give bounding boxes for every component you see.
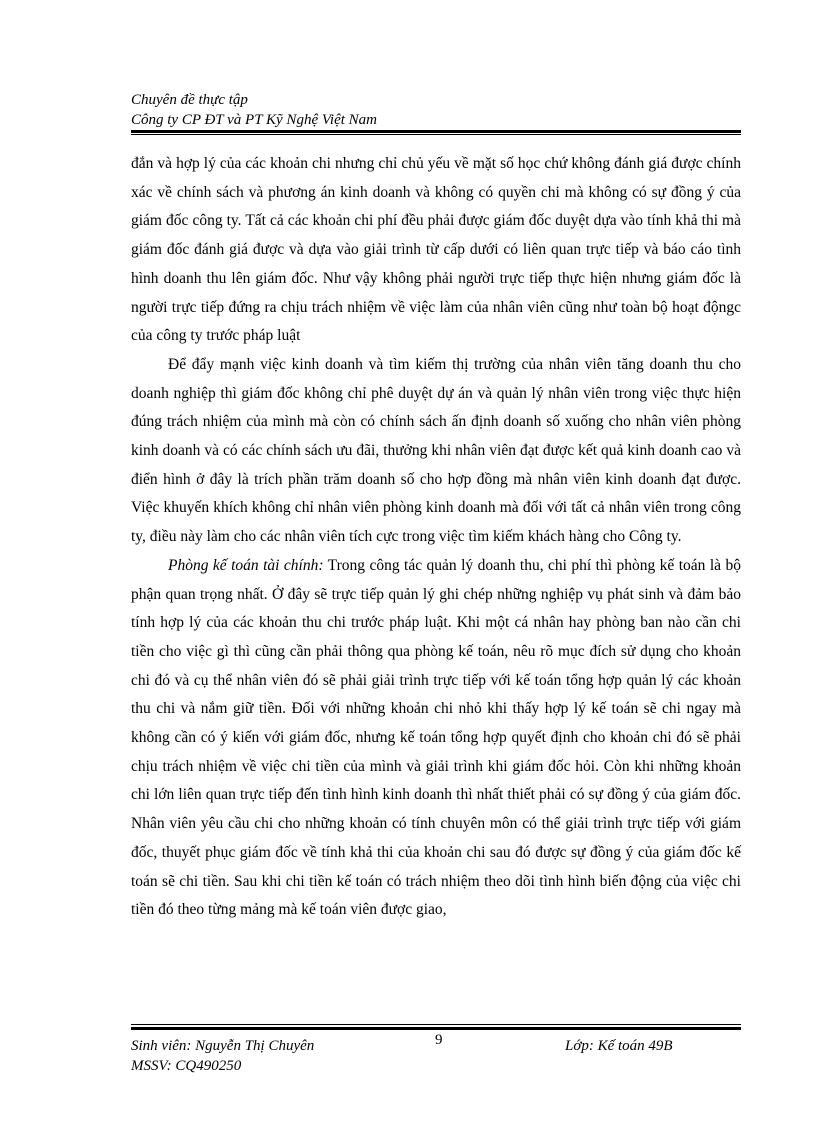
paragraph-3 xyxy=(131,552,741,925)
paragraph-2: Để đẩy mạnh việc kinh doanh và tìm kiếm thị trường của nhân viên tăng doanh thu cho doanh nghiệp thì giám đốc không chỉ phê duyệt dự án và quản lý nhân viên trong việc thực hiện đúng trách nhiệm của mình mà còn có chính sách ấn định doanh số xuống cho nhân viên phòng kinh doanh và có các chính sách ưu đãi, thưởng khi nhân viên đạt được kết quả kinh doanh cao và điển hình ở đây là trích phần trăm doanh số cho hợp đồng mà nhân viên kinh doanh đạt được. Việc khuyến khích không chỉ nhân viên phòng kinh doanh mà đối với tất cả nhân viên trong công ty, điều này làm cho các nhân viên tích cực trong việc tìm kiếm khách hàng cho Công ty. xyxy=(131,355,741,546)
footer-class: Lớp: Kế toán 49B xyxy=(565,1038,673,1054)
footer-rule-thin xyxy=(131,1024,741,1025)
page-header xyxy=(131,90,741,130)
header-rule-thick xyxy=(131,130,741,133)
footer-student-name: Sinh viên: Nguyễn Thị Chuyên xyxy=(131,1038,315,1054)
page-footer xyxy=(131,1032,741,1080)
header-company-name: Công ty CP ĐT và PT Kỹ Nghệ Việt Nam xyxy=(131,112,377,128)
main-content xyxy=(131,150,741,925)
paragraph-1: đắn và hợp lý của các khoản chi nhưng chỉ chủ yếu về mặt số học chứ không đánh giá được chính xác về chính sách và phương án kinh doanh và không có quyền chi mà không có sự đồng ý của giám đốc công ty. Tất cả các khoản chi phí đều phải được giám đốc duyệt dựa vào tính khả thi mà giám đốc đánh giá được và dựa vào giải trình từ cấp dưới có liên quan trực tiếp và báo cáo tình hình doanh thu lên giám đốc. Như vậy không phải người trực tiếp thực hiện nhưng giám đốc là người trực tiếp đứng ra chịu trách nhiệm về việc làm của nhân viên cũng như toàn bộ hoạt độngc của công ty trước pháp luật xyxy=(131,155,741,345)
footer-page-number: 9 xyxy=(435,1032,443,1048)
paragraph-3-heading: Phòng kế toán tài chính: xyxy=(168,556,324,574)
header-rule-thin xyxy=(131,134,741,135)
paragraph-3-text: Trong công tác quản lý doanh thu, chi phí thì phòng kế toán là bộ phận quan trọng nhất. Ở đây sẽ trực tiếp quản lý ghi chép những nghiệp vụ phát sinh và đảm bảo tính hợp lý của các khoản thu chi trước pháp luật. Khi một cá nhân hay phòng ban nào cần chi tiền cho việc gì thì cũng cần phải thông qua phòng kế toán, nêu rõ mục đích sử dụng cho khoản chi đó và cụ thể nhân viên đó sẽ phải giải trình trực tiếp với kế toán tổng hợp quản lý các khoản thu chi và nắm giữ tiền. Đối với những khoản chi nhỏ khi thấy hợp lý kế toán sẽ chi ngay mà không cần có ý kiến với giám đốc, nhưng kế toán tổng hợp quyết định cho khoản chi đó sẽ phải chịu trách nhiệm về việc chi tiền của mình và giải trình khi giám đốc hỏi. Còn khi những khoản chi lớn liên quan trực tiếp đến tình hình kinh doanh thì nhất thiết phải có sự đồng ý của giám đốc. Nhân viên yêu cầu chi cho những khoản có tính chuyên môn có thể giải trình trực tiếp với giám đốc, thuyết phục giám đốc về tính khả thi của khoản chi sau đó được sự đồng ý của giám đốc kế toán sẽ chi tiền. Sau khi chi tiền kế toán có trách nhiệm theo dõi tình hình biến động của việc chi tiền đó theo từng mảng mà kế toán viên được giao, xyxy=(131,556,741,919)
footer-student-id: MSSV: CQ490250 xyxy=(131,1058,242,1074)
header-document-type: Chuyên đề thực tập xyxy=(131,92,248,108)
